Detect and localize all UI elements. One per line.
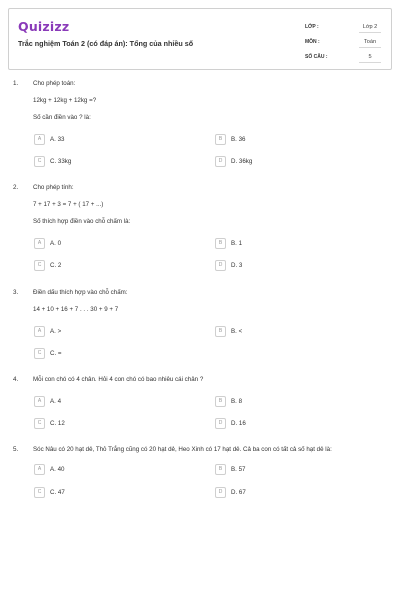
meta-value: Toán xyxy=(359,36,381,48)
option-text: D. 16 xyxy=(231,420,246,427)
option-letter-box: C xyxy=(34,156,45,167)
option-letter-box: B xyxy=(215,238,226,249)
meta-row-question-count xyxy=(305,51,381,66)
question-text: Điền dấu thích hợp vào chỗ chấm: xyxy=(33,289,128,296)
question-text: Cho phép tính: xyxy=(33,184,74,191)
option-text: D. 3 xyxy=(231,262,243,269)
option-text: C. 2 xyxy=(50,262,62,269)
question-text: Cho phép toán: xyxy=(33,80,76,87)
question-text: 7 + 17 + 3 = 7 + ( 17 + ...) xyxy=(33,201,104,208)
option-text: A. 40 xyxy=(50,466,65,473)
option-text: B. 8 xyxy=(231,398,243,405)
meta-value: Lớp 2 xyxy=(359,21,381,33)
option-text: C. 47 xyxy=(50,489,65,496)
meta-label: SỐ CÂU : xyxy=(305,54,328,60)
worksheet-meta xyxy=(305,21,381,66)
question-text: Số cần điền vào ? là: xyxy=(33,114,91,121)
option-letter-box: D xyxy=(215,487,226,498)
option-text: A. > xyxy=(50,328,62,335)
option-letter-box: C xyxy=(34,418,45,429)
option-text: C. 33kg xyxy=(50,158,72,165)
question-text: Mỗi con chó có 4 chân. Hỏi 4 con chó có bao nhiêu cái chân ? xyxy=(33,376,204,383)
meta-value: 5 xyxy=(359,51,381,63)
option-text: C. 12 xyxy=(50,420,65,427)
option-letter-box: B xyxy=(215,326,226,337)
option-text: B. 57 xyxy=(231,466,246,473)
meta-label: MÔN : xyxy=(305,39,320,45)
option-letter-box: C xyxy=(34,348,45,359)
question-number: 3. xyxy=(13,289,19,296)
option-letter-box: D xyxy=(215,418,226,429)
worksheet-header xyxy=(8,8,392,70)
question-number: 5. xyxy=(13,446,19,453)
question-text: Sóc Nâu có 20 hạt dẻ, Thỏ Trắng cũng có 20 hạt dẻ, Heo Xinh có 17 hạt dẻ. Cả ba con có tất cả số hạt dẻ là: xyxy=(33,446,332,453)
option-letter-box: D xyxy=(215,156,226,167)
option-letter-box: B xyxy=(215,464,226,475)
option-letter-box: D xyxy=(215,260,226,271)
meta-row-subject xyxy=(305,36,381,51)
question-number: 4. xyxy=(13,376,19,383)
worksheet-title: Trắc nghiệm Toán 2 (có đáp án): Tổng của nhiều số xyxy=(18,39,194,48)
question-text: 12kg + 12kg + 12kg =? xyxy=(33,97,97,104)
option-letter-box: C xyxy=(34,487,45,498)
option-text: D. 67 xyxy=(231,489,246,496)
option-letter-box: B xyxy=(215,396,226,407)
question-text: 14 + 10 + 16 + 7 . . . 30 + 9 + 7 xyxy=(33,306,119,313)
question-number: 2. xyxy=(13,184,19,191)
option-letter-box: A xyxy=(34,464,45,475)
option-letter-box: B xyxy=(215,134,226,145)
option-text: B. 1 xyxy=(231,240,243,247)
option-text: A. 33 xyxy=(50,136,65,143)
option-letter-box: A xyxy=(34,134,45,145)
option-letter-box: A xyxy=(34,326,45,337)
option-text: B. < xyxy=(231,328,243,335)
option-text: A. 4 xyxy=(50,398,62,405)
question-number: 1. xyxy=(13,80,19,87)
meta-label: LỚP : xyxy=(305,24,319,30)
option-text: C. = xyxy=(50,350,62,357)
option-text: A. 0 xyxy=(50,240,62,247)
option-letter-box: A xyxy=(34,238,45,249)
quizizz-logo: Quizizz xyxy=(18,19,70,34)
meta-row-class xyxy=(305,21,381,36)
option-text: B. 36 xyxy=(231,136,246,143)
option-letter-box: A xyxy=(34,396,45,407)
question-text: Số thích hợp điền vào chỗ chấm là: xyxy=(33,218,131,225)
option-text: D. 36kg xyxy=(231,158,253,165)
option-letter-box: C xyxy=(34,260,45,271)
